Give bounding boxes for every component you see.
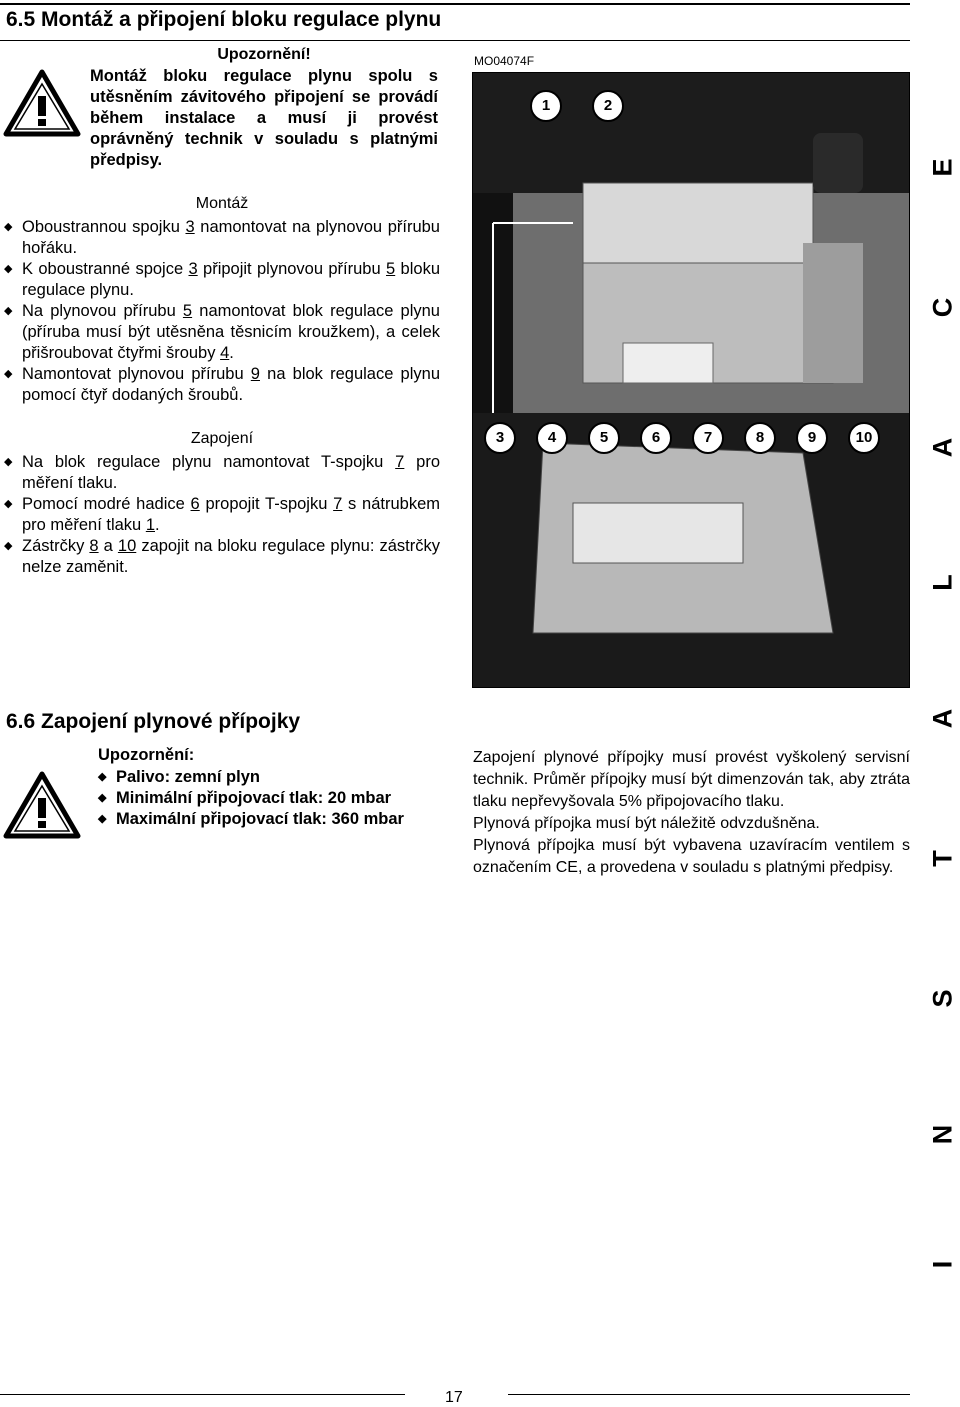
- heading-rule: [0, 40, 910, 41]
- side-letter: E: [927, 158, 958, 177]
- montaz-list-item: ◆ K oboustranné spojce 3 připojit plynovou přírubu 5 bloku regulace plynu.: [4, 259, 440, 301]
- callout-6: 6: [640, 422, 672, 454]
- gas-connection-text: [473, 747, 910, 879]
- callout-2: 2: [592, 90, 624, 122]
- callout-5: 5: [588, 422, 620, 454]
- zapojeni-list-item: ◆ Zástrčky 8 a 10 zapojit na bloku regulace plynu: zástrčky nelze zaměnit.: [4, 536, 440, 578]
- montaz-title: Montáž: [195, 195, 249, 212]
- section-6-6-heading: 6.6 Zapojení plynové přípojky: [6, 710, 301, 733]
- zapojeni-list-item: ◆ Pomocí modré hadice 6 propojit T-spojku 7 s nátrubkem pro měření tlaku 1.: [4, 494, 440, 536]
- paragraph: Plynová přípojka musí být vybavena uzavíracím ventilem s označením CE, a provedena v souladu s platnými předpisy.: [473, 837, 910, 876]
- zapojeni-list: [4, 452, 440, 578]
- gas-warning-item: ◆ Maximální připojovací tlak: 360 mbar: [98, 809, 443, 830]
- gas-warning-item: ◆ Palivo: zemní plyn: [98, 767, 443, 788]
- warning-icon: [3, 68, 81, 138]
- side-letter: L: [927, 574, 958, 591]
- paragraph: Zapojení plynové přípojky musí provést vyškolený servisní technik. Průměr přípojky musí být dimenzován tak, aby ztráta tlaku nepřevyšovala 5% připojovacího tlaku.: [473, 749, 910, 810]
- callout-7: 7: [692, 422, 724, 454]
- callout-8: 8: [744, 422, 776, 454]
- footer-rule: [0, 1394, 405, 1395]
- side-letter: A: [927, 437, 958, 458]
- gas-warning-item: ◆ Minimální připojovací tlak: 20 mbar: [98, 788, 443, 809]
- gas-valve-photo: [472, 72, 910, 688]
- callout-9: 9: [796, 422, 828, 454]
- side-letter: T: [927, 850, 958, 867]
- warning-title-2: Upozornění:: [98, 746, 195, 764]
- callout-10: 10: [848, 422, 880, 454]
- zapojeni-title: Zapojení: [190, 430, 254, 447]
- side-letter: N: [927, 1124, 958, 1145]
- top-rule: [0, 3, 910, 5]
- footer-rule: [508, 1394, 910, 1395]
- warning-icon: [3, 770, 81, 840]
- side-letter: S: [927, 989, 958, 1008]
- callout-4: 4: [536, 422, 568, 454]
- figure-code: MO04074F: [474, 54, 535, 68]
- side-letter: A: [927, 708, 958, 729]
- section-6-5-heading: 6.5 Montáž a připojení bloku regulace plynu: [6, 8, 442, 31]
- montaz-list-item: ◆ Namontovat plynovou přírubu 9 na blok regulace plynu pomocí čtyř dodaných šroubů.: [4, 364, 440, 406]
- zapojeni-list-item: ◆ Na blok regulace plynu namontovat T-spojku 7 pro měření tlaku.: [4, 452, 440, 494]
- montaz-list-item: ◆ Na plynovou přírubu 5 namontovat blok regulace plynu (příruba musí být utěsněna těsnicím kroužkem), a celek přišroubovat čtyřmi šrouby 4.: [4, 301, 440, 364]
- warning-text: Montáž bloku regulace plynu spolu s utěsněním závitového připojení se provádí během instalace a musí ji provést oprávněný technik v souladu s platnými předpisy.: [90, 67, 438, 169]
- montaz-list-item: ◆ Oboustrannou spojku 3 namontovat na plynovou přírubu hořáku.: [4, 217, 440, 259]
- paragraph: Plynová přípojka musí být náležitě odvzdušněna.: [473, 815, 820, 832]
- page-number: 17: [445, 1389, 463, 1406]
- callout-1: 1: [530, 90, 562, 122]
- warning-title: Upozornění!: [217, 46, 311, 63]
- montaz-list: [4, 217, 440, 406]
- side-letter: I: [927, 1260, 958, 1269]
- callout-3: 3: [484, 422, 516, 454]
- side-letter: C: [927, 297, 958, 318]
- gas-warning-list: [98, 767, 443, 830]
